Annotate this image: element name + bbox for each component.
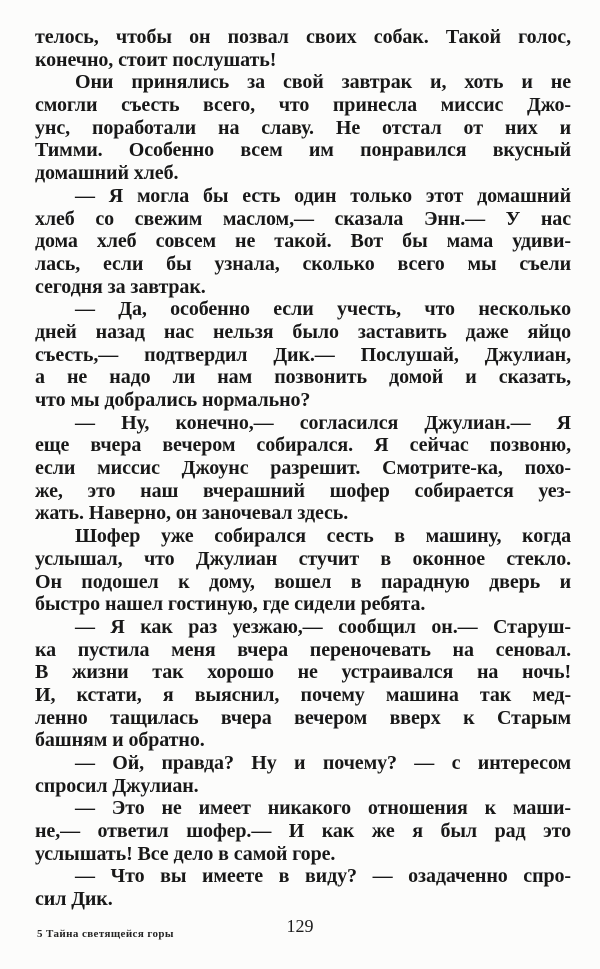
text-line: сегодня за завтрак.: [35, 275, 206, 298]
text-line: Тимми. Особенно всем им понравился вкусный: [35, 139, 571, 162]
text-line: услышать! Все дело в самой горе.: [35, 842, 336, 865]
text-line: сил Дик.: [35, 888, 113, 911]
text-line: конечно, стоит послушать!: [35, 48, 277, 71]
text-line: съесть,— подтвердил Дик.— Послушай, Джулиан,: [35, 343, 571, 366]
page-text: [35, 26, 571, 911]
paragraph: [35, 525, 571, 616]
text-line: домашний хлеб.: [35, 162, 179, 185]
text-line: лась, если бы узнала, сколько всего мы съели: [35, 252, 571, 275]
text-line: И, кстати, я выяснил, почему машина так мед-: [35, 683, 571, 706]
text-line: — Я могла бы есть один только этот домашний: [75, 184, 571, 207]
text-line: — Я как раз уезжаю,— сообщил он.— Старуш-: [75, 615, 571, 638]
text-line: же, это наш вчерашний шофер собирается уез-: [35, 479, 571, 502]
paragraph: [35, 616, 571, 752]
text-line: ленно тащилась вчера вечером вверх к Старым: [35, 706, 571, 729]
text-line: если миссис Джоунс разрешит. Смотрите-ка, похо-: [35, 457, 571, 480]
text-line: смогли съесть всего, что принесла миссис Джо-: [35, 94, 571, 117]
text-line: дома хлеб совсем не такой. Вот бы мама удиви-: [35, 230, 571, 253]
edition-signature: 5 Тайна светящейся горы: [37, 928, 174, 940]
text-line: хлеб со свежим маслом,— сказала Энн.— У нас: [35, 207, 571, 230]
text-line: услышал, что Джулиан стучит в оконное стекло.: [35, 547, 571, 570]
paragraph: [35, 752, 571, 797]
text-line: Они принялись за свой завтрак и, хоть и не: [75, 71, 571, 94]
text-line: что мы добрались нормально?: [35, 389, 311, 411]
text-line: еще вчера вечером собирался. Я сейчас позвоню,: [35, 434, 571, 457]
paragraph: [35, 865, 571, 910]
text-line: спросил Джулиан.: [35, 774, 199, 797]
page-number: 129: [286, 916, 314, 936]
text-line: Шофер уже собирался сесть в машину, когда: [75, 525, 571, 548]
text-line: В жизни так хорошо не устраивался на ночь!: [35, 661, 571, 684]
text-line: не,— ответил шофер.— И как же я был рад это: [35, 820, 571, 843]
text-line: ка пустила меня вчера переночевать на сеновал.: [35, 638, 571, 661]
text-line: — Да, особенно если учесть, что несколько: [75, 298, 571, 321]
paragraph: [35, 797, 571, 865]
paragraph: [35, 412, 571, 525]
text-line: а не надо ли нам позвонить домой и сказать,: [35, 366, 571, 389]
text-line: башням и обратно.: [35, 729, 205, 752]
text-line: жать. Наверно, он заночевал здесь.: [35, 502, 349, 525]
text-line: унс, поработали на славу. Не отстал от них и: [35, 116, 571, 139]
paragraph: [35, 71, 571, 184]
text-line: — Ой, правда? Ну и почему? — с интересом: [75, 752, 571, 774]
text-line: дней назад нас нельзя было заставить даже яйцо: [35, 320, 571, 343]
text-line: — Ну, конечно,— согласился Джулиан.— Я: [75, 411, 571, 434]
paragraph: [35, 26, 571, 71]
paragraph: [35, 185, 571, 298]
text-line: быстро нашел гостиную, где сидели ребята.: [35, 593, 426, 616]
text-line: — Это не имеет никакого отношения к маши-: [75, 797, 571, 820]
text-line: телось, чтобы он позвал своих собак. Такой голос,: [35, 26, 571, 48]
paragraph: [35, 298, 571, 411]
text-line: Он подошел к дому, вошел в парадную дверь и: [35, 570, 571, 593]
text-line: — Что вы имеете в виду? — озадаченно спро-: [75, 865, 571, 888]
